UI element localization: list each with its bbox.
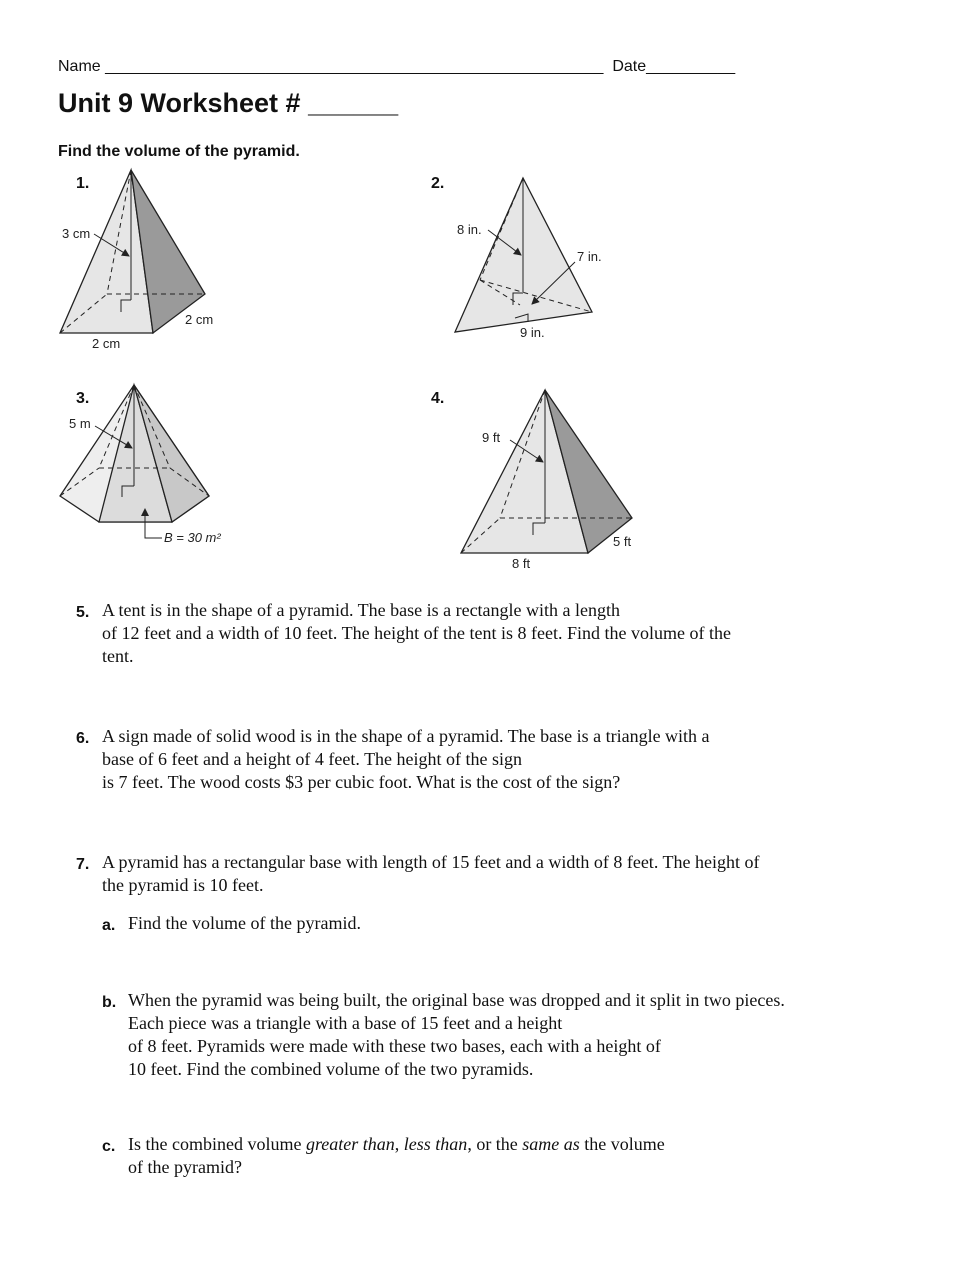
q5-line-2: of 12 feet and a width of 10 feet. The height of the tent is 8 feet. Find the volume of the [102,623,731,643]
fig4-side-label: 5 ft [613,534,632,549]
question-5 [76,599,836,668]
figure-3-number: 3. [76,390,90,407]
question-6-number: 6. [76,730,90,747]
question-6 [76,725,836,794]
name-label: Name [58,58,101,75]
q7b-line-3: of 8 feet. Pyramids were made with these two bases, each with a height of [128,1036,661,1056]
pyramid-figure-2 [455,178,602,340]
question-7-number: 7. [76,856,90,873]
figure-1-number: 1. [76,175,90,192]
q6-line-3: is 7 feet. The wood costs $3 per cubic foot. What is the cost of the sign? [102,772,621,792]
q7c-greater: greater than [305,1134,395,1154]
instruction: Find the volume of the pyramid. [58,143,300,160]
fig4-height-label: 9 ft [482,430,501,445]
q7a-text: Find the volume of the pyramid. [128,913,361,933]
q7c-line-2: of the pyramid? [128,1157,242,1177]
question-7a [102,912,822,935]
q6-line-2: base of 6 feet and a height of 4 feet. The height of the sign [102,749,523,769]
q7-line-2: the pyramid is 10 feet. [102,875,264,895]
q7b-line-2: Each piece was a triangle with a base of 15 feet and a height [128,1013,563,1033]
q7c-comma1: , [394,1134,404,1154]
q7-line-1: A pyramid has a rectangular base with length of 15 feet and a width of 8 feet. The height of [102,852,760,872]
q5-line-3: tent. [102,646,134,666]
question-5-number: 5. [76,604,90,621]
question-7c [102,1133,822,1179]
name-blank[interactable]: ________________________________________________________ [105,58,604,75]
fig2-height-label: 8 in. [457,222,482,237]
figures-canvas [0,0,979,600]
question-7c-letter: c. [102,1138,116,1155]
question-7 [76,851,836,897]
q7c-part1: Is the combined volume [128,1134,306,1154]
q7b-line-4: 10 feet. Find the combined volume of the two pyramids. [128,1059,534,1079]
pyramid-figure-3 [60,385,221,545]
q5-line-1: A tent is in the shape of a pyramid. The base is a rectangle with a length [102,600,621,620]
q7c-line-1 [128,1133,848,1156]
date-blank[interactable]: __________ [646,58,736,75]
question-7a-letter: a. [102,917,116,934]
pyramid-figure-4 [461,390,632,571]
fig1-height-label: 3 cm [62,226,91,241]
q7c-less: less than [403,1134,468,1154]
q7c-part2: , or the [467,1134,523,1154]
pyramid-figure-1 [60,170,213,351]
q7c-same: same as [522,1134,580,1154]
q7c-part3: the volume [579,1134,665,1154]
figure-4-number: 4. [431,390,445,407]
figure-2-number: 2. [431,175,445,192]
worksheet-title: Unit 9 Worksheet # ______ [58,88,399,118]
question-7b-letter: b. [102,994,117,1011]
question-7b [102,989,842,1081]
fig2-base-label: 9 in. [520,325,545,340]
fig4-front-label: 8 ft [512,556,531,571]
fig3-height-label: 5 m [69,416,91,431]
fig1-side-label: 2 cm [185,312,214,327]
date-label: Date [612,58,647,75]
fig2-slant-label: 7 in. [577,249,602,264]
q7b-line-1: When the pyramid was being built, the original base was dropped and it split in two pieces. [128,990,785,1010]
q6-line-1: A sign made of solid wood is in the shape of a pyramid. The base is a triangle with a [102,726,710,746]
fig3-base-area-label: B = 30 m² [164,530,221,545]
fig1-front-label: 2 cm [92,336,121,351]
